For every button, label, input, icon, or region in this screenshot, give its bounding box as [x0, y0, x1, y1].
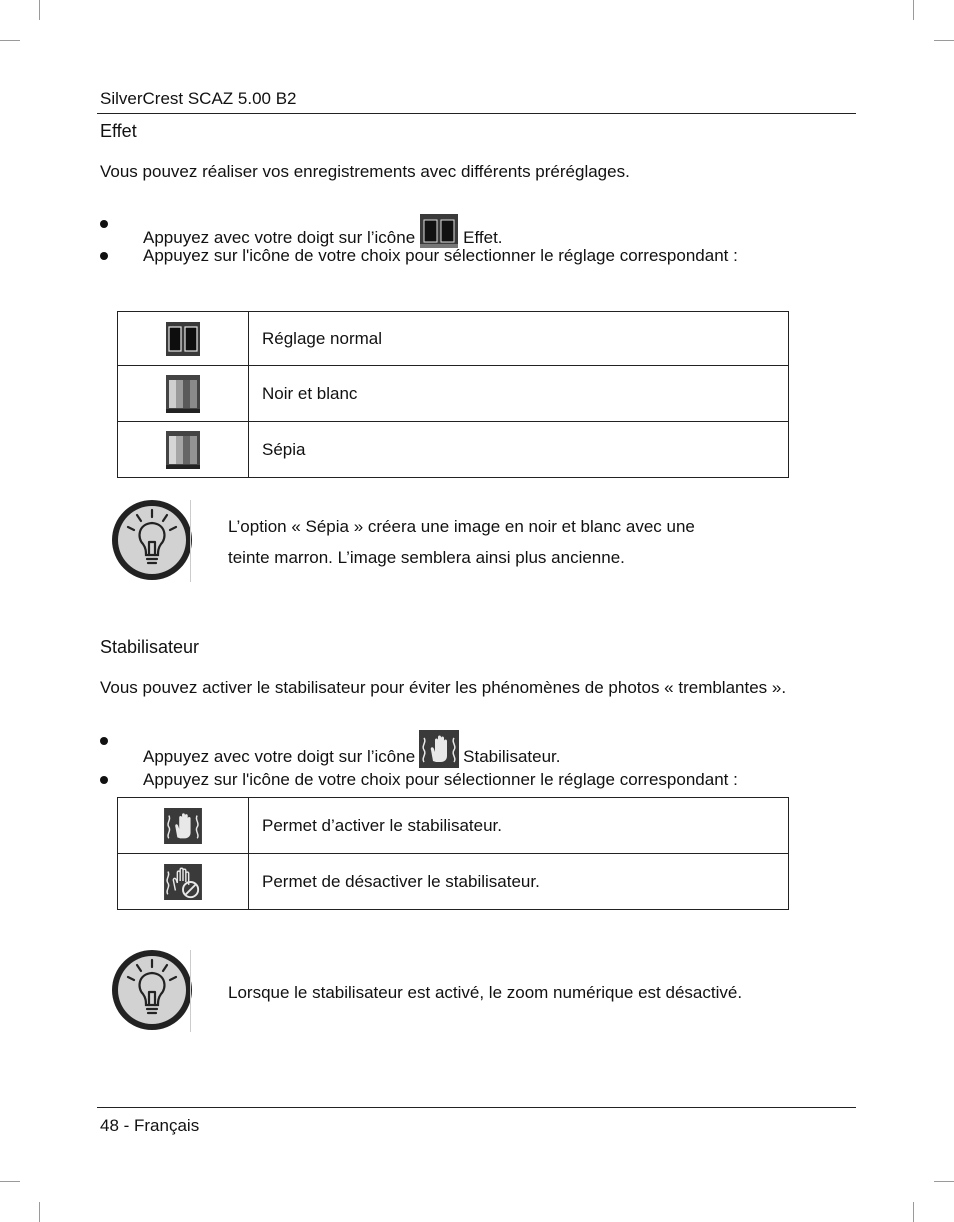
bullet	[100, 776, 108, 784]
table-cell-label: Sépia	[249, 422, 789, 478]
table-cell-label: Permet de désactiver le stabilisateur.	[249, 854, 789, 910]
effect-normal-icon	[166, 322, 200, 356]
tip-edge	[190, 950, 191, 1032]
section-title-effet: Effet	[100, 121, 137, 141]
table-cell-icon	[118, 798, 249, 854]
effet-bullet-2: Appuyez sur l'icône de votre choix pour sélectionner le réglage correspondant :	[143, 246, 738, 265]
table-cell-icon	[118, 366, 249, 422]
effet-bullet-1-suffix: Effet.	[463, 228, 503, 247]
stab-bullet-2: Appuyez sur l'icône de votre choix pour sélectionner le réglage correspondant :	[143, 770, 738, 789]
table-row	[118, 366, 789, 422]
table-row	[118, 854, 789, 910]
crop-mark	[39, 0, 40, 20]
table-row	[118, 312, 789, 366]
table-cell-icon	[118, 854, 249, 910]
stab-intro: Vous pouvez activer le stabilisateur pour éviter les phénomènes de photos « tremblantes ».	[100, 678, 787, 697]
effet-intro: Vous pouvez réaliser vos enregistrements avec différents préréglages.	[100, 162, 630, 181]
table-cell-label: Noir et blanc	[249, 366, 789, 422]
stabilizer-icon	[419, 730, 459, 774]
stab-bullet-1-text: Appuyez avec votre doigt sur l’icône	[143, 747, 416, 766]
effect-table	[117, 311, 789, 478]
bullet	[100, 737, 108, 745]
table-cell-label: Permet d’activer le stabilisateur.	[249, 798, 789, 854]
effect-bw-icon	[166, 375, 200, 413]
page-header: SilverCrest SCAZ 5.00 B2	[100, 89, 297, 108]
crop-mark	[934, 40, 954, 41]
bullet	[100, 252, 108, 260]
stab-tip: Lorsque le stabilisateur est activé, le zoom numérique est désactivé.	[228, 983, 743, 1002]
effet-bullet-1-text: Appuyez avec votre doigt sur l’icône	[143, 228, 416, 247]
crop-mark	[913, 0, 914, 20]
crop-mark	[913, 1202, 914, 1222]
stabilizer-on-icon	[164, 808, 202, 844]
footer-rule	[97, 1107, 856, 1108]
table-row	[118, 422, 789, 478]
page-footer: 48 - Français	[100, 1116, 200, 1135]
stab-bullet-1	[143, 730, 561, 774]
stabilizer-off-icon	[164, 864, 202, 900]
table-cell-icon	[118, 422, 249, 478]
stab-bullet-1-suffix: Stabilisateur.	[463, 747, 561, 766]
section-title-stabilisateur: Stabilisateur	[100, 637, 200, 657]
lightbulb-tip-icon	[110, 498, 194, 582]
table-cell-label: Réglage normal	[249, 312, 789, 366]
effet-tip-line-2: teinte marron. L’image semblera ainsi plus ancienne.	[228, 548, 625, 567]
bullet	[100, 220, 108, 228]
table-row	[118, 798, 789, 854]
crop-mark	[0, 40, 20, 41]
stabilizer-table	[117, 797, 789, 910]
effect-sepia-icon	[166, 431, 200, 469]
lightbulb-tip-icon	[110, 948, 194, 1032]
tip-edge	[190, 500, 191, 582]
table-cell-icon	[118, 312, 249, 366]
crop-mark	[0, 1181, 20, 1182]
crop-mark	[39, 1202, 40, 1222]
header-rule	[97, 113, 856, 114]
crop-mark	[934, 1181, 954, 1182]
effet-tip-line-1: L’option « Sépia » créera une image en noir et blanc avec une	[228, 517, 695, 536]
